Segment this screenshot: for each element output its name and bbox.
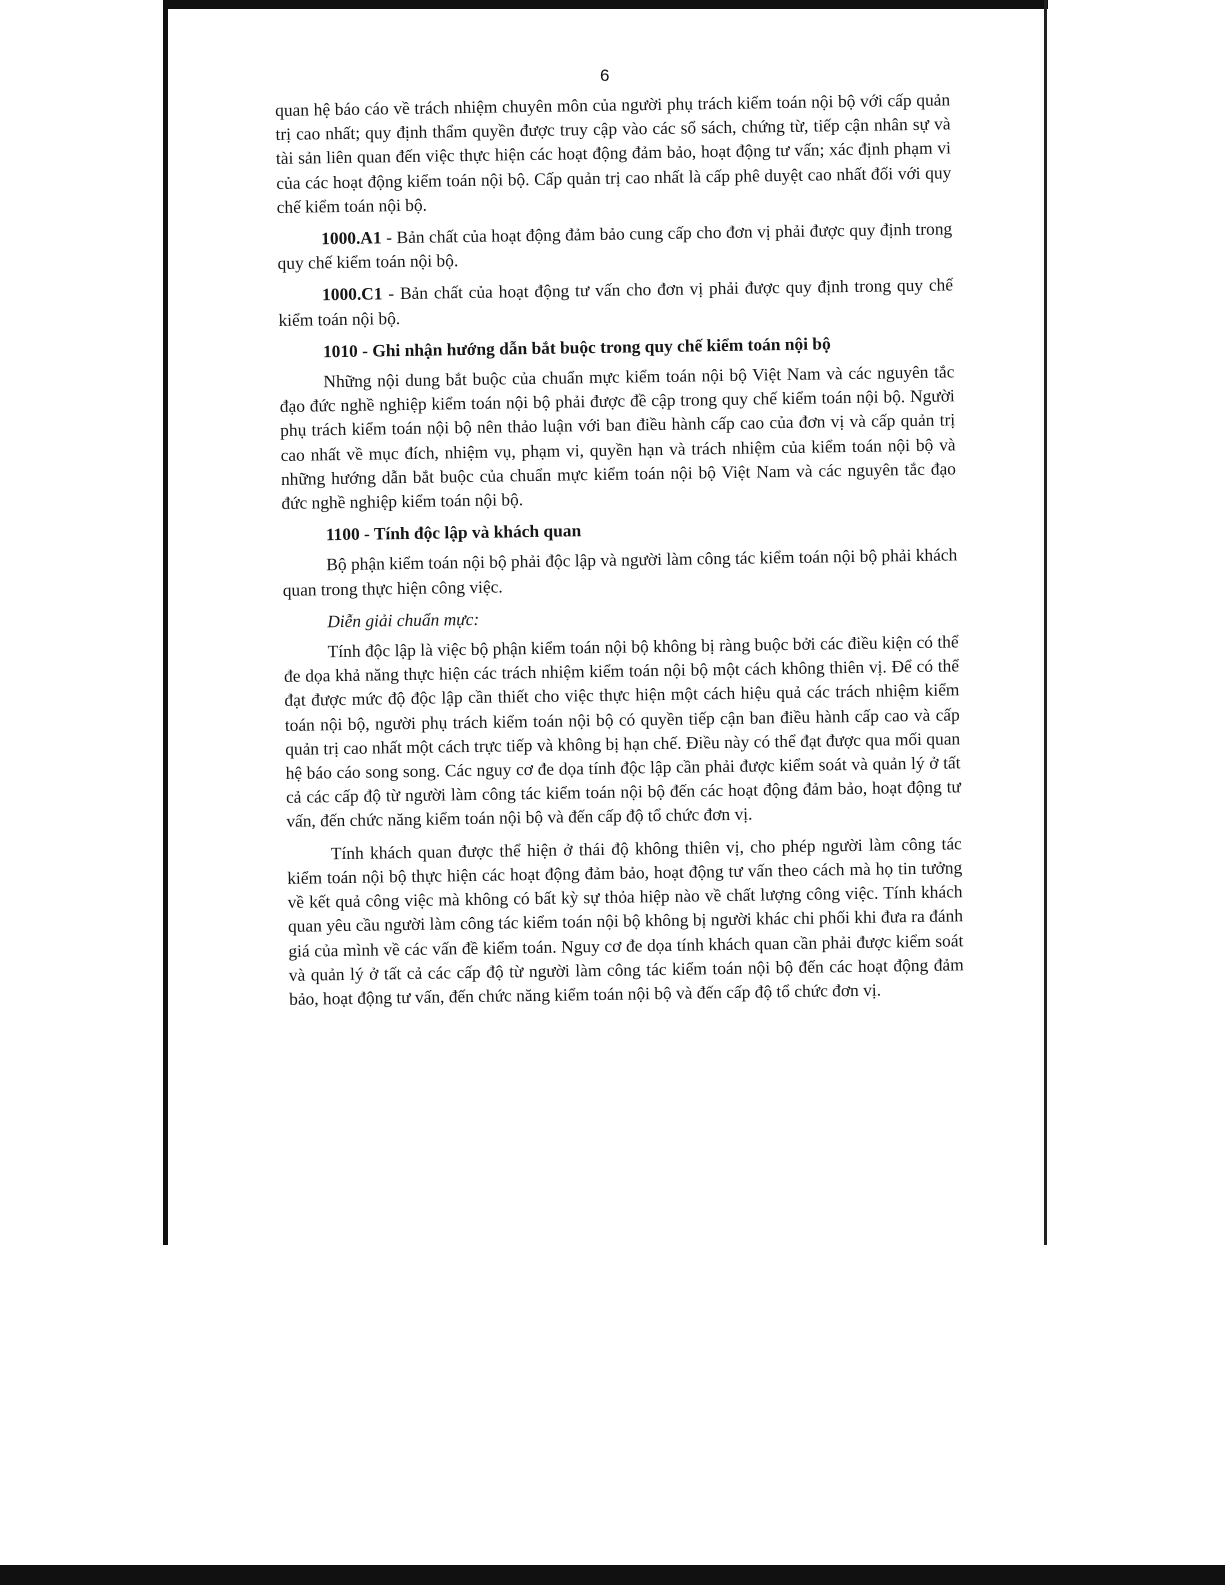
page-number: 6 (600, 66, 610, 85)
section-heading-1010: 1010 - Ghi nhận hướng dẫn bắt buộc trong quy chế kiểm toán nội bộ (322, 333, 831, 362)
section-heading-1100: 1100 - Tính độc lập và khách quan (325, 520, 582, 545)
standard-text: - Bản chất của hoạt động tư vấn cho đơn vị phải được quy định trong quy chế kiểm toán nội bộ. (278, 274, 954, 330)
standard-1000-c1 (278, 273, 954, 332)
scan-border-right (1044, 0, 1047, 1245)
section-1100-paragraph: Bộ phận kiểm toán nội bộ phải độc lập và người làm công tác kiểm toán nội bộ phải khách quan trong thực hiện công việc. (282, 544, 958, 600)
standard-1000-a1 (277, 216, 953, 275)
intro-paragraph: quan hệ báo cáo về trách nhiệm chuyên môn của người phụ trách kiểm toán nội bộ với cấp quản trị cao nhất; quy định thẩm quyền được truy cập vào các sổ sách, chứng từ, tiếp cận nhân sự và tài sản liên quan đến việc thực hiện các hoạt động đảm bảo, hoạt động tư vấn; xác định phạm vi của các hoạt động kiểm toán nội bộ. Cấp quản trị cao nhất là cấp phê duyệt cao nhất đối với quy chế kiểm toán nội bộ. (275, 89, 952, 217)
scan-border-bottom (0, 1565, 1225, 1585)
independence-paragraph: Tính độc lập là việc bộ phận kiểm toán nội bộ không bị ràng buộc bởi các điều kiện có thể đe dọa khả năng thực hiện các trách nhiệm kiểm toán nội bộ một cách không thiên vị. Để có thể đạt được mức độ độc lập cần thiết cho việc thực hiện một cách hiệu quả các trách nhiệm kiểm toán nội bộ, người phụ trách kiểm toán nội bộ có quyền tiếp cận ban điều hành cấp cao và cấp quản trị cao nhất một cách trực tiếp và không bị hạn chế. Điều này có thể đạt được qua mối quan hệ báo cáo song song. Các nguy cơ đe dọa tính độc lập cần phải được kiểm soát và quản lý ở tất cả các cấp độ từ người làm công tác kiểm toán nội bộ đến các hoạt động đảm bảo, hoạt động tư vấn, đến chức năng kiểm toán nội bộ và đến cấp độ tổ chức đơn vị. (283, 631, 962, 832)
scan-border-left (163, 0, 168, 1245)
standard-code: 1000.A1 (321, 227, 382, 249)
document-body (275, 87, 964, 1019)
section-1010-paragraph: Những nội dung bắt buộc của chuẩn mực kiểm toán nội bộ Việt Nam và các nguyên tắc đạo đức nghề nghiệp kiểm toán nội bộ phải được đề cập trong quy chế kiểm toán nội bộ. Người phụ trách kiểm toán nội bộ nên thảo luận với ban điều hành cấp cao của đơn vị và cấp quản trị cao nhất về mục đích, nhiệm vụ, phạm vi, quyền hạn và trách nhiệm của kiểm toán nội bộ và những hướng dẫn bắt buộc của chuẩn mực kiểm toán nội bộ Việt Nam và các nguyên tắc đạo đức nghề nghiệp kiểm toán nội bộ. (279, 361, 957, 513)
standard-text: - Bản chất của hoạt động đảm bảo cung cấp cho đơn vị phải được quy định trong quy chế kiểm toán nội bộ. (277, 218, 953, 274)
objectivity-paragraph: Tính khách quan được thể hiện ở thái độ không thiên vị, cho phép người làm công tác kiểm toán nội bộ thực hiện các hoạt động đảm bảo, hoạt động tư vấn theo cách mà họ tin tưởng về kết quả công việc mà không có bất kỳ sự thỏa hiệp nào về chất lượng công việc. Tính khách quan yêu cầu người làm công tác kiểm toán nội bộ không bị người khác chi phối khi đưa ra đánh giá của mình về các vấn đề kiểm toán. Nguy cơ đe dọa tính khách quan cần phải được kiểm soát và quản lý ở tất cả các cấp độ từ người làm công tác kiểm toán nội bộ đến các hoạt động đảm bảo, hoạt động tư vấn, đến chức năng kiểm toán nội bộ và đến cấp độ tổ chức đơn vị. (287, 832, 964, 1009)
scan-border-top (163, 0, 1048, 9)
standard-code: 1000.C1 (321, 283, 383, 305)
interpretation-label: Diễn giải chuẩn mực: (327, 608, 480, 632)
